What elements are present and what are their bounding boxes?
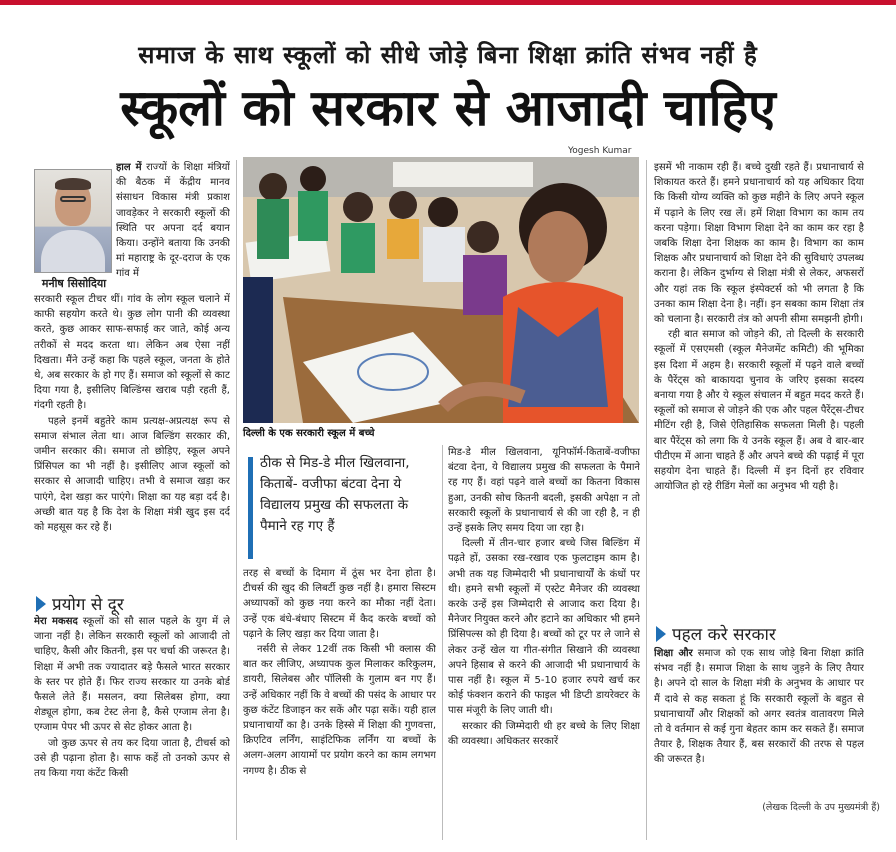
top-border xyxy=(0,0,896,5)
paragraph: राज्यों के शिक्षा मंत्रियों की बैठक में केंद्रीय मानव संसाधन विकास मंत्री प्रकाश जावड़ेकर ने सरकारी स्कूलों की स्थिति पर अपना दर्द बयान किया। उन्होंने बताया कि उनकी मां महाराष्ट्र के दूर-दराज के एक गांव में xyxy=(116,162,230,280)
column-1-bottom xyxy=(34,614,230,844)
paragraph: जो कुछ ऊपर से तय कर दिया जाता है, टीचर्स को उसे ही पढ़ाना होता है। साफ कहें तो उनको ऊपर से तय किया गया कंटेंट किसी xyxy=(34,737,230,780)
photo-caption: दिल्ली के एक सरकारी स्कूल में बच्चे xyxy=(243,428,375,439)
paragraph: पहले इनमें बहुतेरे काम प्रत्यक्ष-अप्रत्यक्ष रूप से समाज संभाल लेता था। आज बिल्डिंग सरकार की, जमीन सरकार की। समाज तो छोड़िए, स्कूल अपने प्रिंसिपल का भी नहीं है। इसीलिए आज स्कूलों को सरकार से आजादी चाहिए। तभी वे समाज खड़ा कर पाएंगे, देश खड़ा कर पाएंगे। शिक्षा का यह बड़ा दर्द है। अच्छी बात यह है कि देश के शिक्षा मंत्री खुद इस दर्द को महसूस कर रहे हैं। xyxy=(34,415,230,534)
paragraph: समाज को एक साथ जोड़े बिना शिक्षा क्रांति संभव नहीं है। समाज शिक्षा के साथ जुड़ने के लिए तैयार है। अपने दो साल के शिक्षा मंत्री के अनुभव के आधार पर मैं दावे से कह सकता हूं कि सरकारी स्कूलों के बहुत से प्रधानाचार्यों और शिक्षकों को अगर स्वतंत्र वातावरण मिले तो वे वर्तमान से कई गुना बेहतर काम कर सकते हैं। समाज तैयार है, शिक्षक तैयार हैं, बस सरकारों की तरफ से पहल की जरूरत है। xyxy=(654,648,864,766)
paragraph: तरह से बच्चों के दिमाग में ठूंस भर देना होता है। टीचर्स की खुद की लिबर्टी कुछ नहीं है। हमारा सिस्टम अध्यापकों को कुछ नया करने का मौका नहीं देता। उन्हें एक बंधे-बंधाए सिस्टम में कैद करके बच्चों को पढ़ाने के लिए खड़ा कर दिया जाता है। xyxy=(243,568,436,640)
column-1-intro xyxy=(116,160,230,292)
pull-quote-text: ठीक से मिड-डे मील खिलवाना, किताबें- वजीफा बंटवा देना ये विद्यालय प्रमुख की सफलता के पैमाने रह गए हैं xyxy=(260,455,410,534)
author-name: मनीष सिसोदिया xyxy=(41,277,107,290)
author-photo xyxy=(34,169,112,273)
main-headline: स्कूलों को सरकार से आजादी चाहिए xyxy=(120,79,776,137)
quote-bar xyxy=(248,457,253,559)
paragraph: सरकारी स्कूल टीचर थीं। गांव के लोग स्कूल चलाने में काफी सहयोग करते थे। कुछ लोग पानी की व्यवस्था करते, कुछ आकर साफ-सफाई कर जाते, कोई अन्य तरीकों से मदद करता था। लेकिन अब ऐसा नहीं दिखता। मैंने उन्हें कहा कि पहले स्कूल, जनता के होते थे, अब सरकार के हो गए हैं। समाज को स्कूलों से काट दिया गया है, इसीलिए बिल्डिंग्स खराब पड़ी रहती हैं, गंदगी रहती है। xyxy=(34,294,230,412)
subhead-experiment xyxy=(36,592,124,615)
paragraph: रही बात समाज को जोड़ने की, तो दिल्ली के सरकारी स्कूलों में एसएमसी (स्कूल मैनेजमेंट कमिटी) की भूमिका इस दिशा में अहम है। सरकारी स्कूलों में पढ़ने वाले बच्चों के पैरेंट्स को बाकायदा चुनाव के जरिए इसका सदस्य बनाया गया है और ये स्कूल संचालन में बहुत मदद करते हैं। स्कूलों को समाज से जोड़ने की एक और पहल पैरेंट्स-टीचर मीटिंग रही है, जिसे ऐतिहासिक सफलता मिली है। पहली बार पैरेंट्स को लगा कि ये उनके स्कूल हैं। अब वे बार-बार पीटीएम में आना चाहते हैं और अपने बच्चे की पढ़ाई में पूरा सहयोग देना चाहते हैं। दिल्ली में इन दिनों हर रविवार आयोजित हो रहे रीडिंग मेलों का अनुभव भी यही है। xyxy=(654,329,864,493)
subhead-text: पहल करे सरकार xyxy=(672,625,776,645)
lead-word: शिक्षा और xyxy=(654,648,693,659)
classroom-photo-illustration xyxy=(243,157,639,423)
column-3 xyxy=(448,445,640,843)
subhead-government-initiative xyxy=(656,622,776,645)
pull-quote xyxy=(248,453,436,563)
column-divider xyxy=(236,160,237,840)
triangle-bullet-icon xyxy=(656,626,666,642)
column-4-bottom xyxy=(654,646,864,798)
paragraph: स्कूलों को सौ साल पहले के युग में ले जाना नहीं है। लेकिन सरकारी स्कूलों को आजादी तो चाहिए, कैसी और कितनी, इस पर चर्चा की जरूरत है। शिक्षा में अभी तक ज्यादातर बड़े फैसले भारत सरकार के स्तर पर होते हैं। फिर राज्य सरकार या उनके बोर्ड फैसले लेते हैं। मसलन, क्या सिलेबस होगा, क्या शेड्यूल होगा, कब टेस्ट लेना है, कैसे एग्जाम लेना है। एग्जाम पेपर भी ऊपर से सेट होकर आता है। xyxy=(34,616,230,734)
column-1-body xyxy=(34,292,230,588)
author-footnote: (लेखक दिल्ली के उप मुख्यमंत्री हैं) xyxy=(762,802,880,813)
paragraph: नर्सरी से लेकर 12वीं तक किसी भी क्लास की बात कर लीजिए, अध्यापक कुल मिलाकर करिकुलम, डायरी, सिलेबस और पॉलिसी के गुलाम बन गए हैं। उन्हें अधिकार नहीं कि वे बच्चों की पसंद के आधार पर कुछ कंटेंट डिजाइन कर सकें और पढ़ा सकें। यही हाल प्रधानाचार्यों का है। उनके हिस्से में शिक्षा की गुणवत्ता, क्रिएटिव लर्निंग, साइंटिफिक लर्निंग या बच्चों के अलग-अलग आयामों पर प्रयोग करने का काम लगभग नगण्य है। ठीक से xyxy=(243,644,436,777)
column-2 xyxy=(243,566,436,844)
paragraph: सरकार की जिम्मेदारी थी हर बच्चे के लिए शिक्षा की व्यवस्था। अधिकतर सरकारें xyxy=(448,720,640,747)
paragraph: इसमें भी नाकाम रही हैं। बच्चे दुखी रहते हैं। प्रधानाचार्य से शिकायत करते हैं। हमने प्रधानाचार्य को यह अधिकार दिया कि किसी योग्य व्यक्ति को कुछ महीने के लिए अपने स्कूल में पढ़ाने के लिए रख लें। हमें शिक्षा विभाग का काम तय करना पड़ेगा। शिक्षा विभाग शिक्षा देने का काम कर रहा है जबकि शिक्षा देना शिक्षक का काम है। विभाग का काम शिक्षक और प्रधानाचार्य को शिक्षा देने की सुविधाएं उपलब्ध कराना है। लेकिन दुर्भाग्य से शिक्षा मंत्री से लेकर, अफसरों और यहां तक कि स्कूल इंस्पेक्टर्स को भी लगता है कि उनका काम शिक्षा देना है। नहीं। इन सबका काम शिक्षा तंत्र को चलाना है। सरकारी तंत्र को अपनी सीमा समझनी होगी। xyxy=(654,162,864,326)
subhead-text: प्रयोग से दूर xyxy=(52,595,124,615)
column-divider xyxy=(646,160,647,840)
column-4 xyxy=(654,160,864,612)
paragraph: दिल्ली में तीन-चार हजार बच्चे जिस बिल्डिंग में पढ़ते हों, उसका रख-रखाव एक फुलटाइम काम है। अभी तक यह जिम्मेदारी भी प्रधानाचार्यों के कंधों पर थी। हमने सभी स्कूलों में एस्टेट मैनेजर की व्यवस्था करके उन्हें इस जिम्मेदारी से आजाद करा दिया है। मैनेजर नियुक्त करने और हटाने का अधिकार भी हमने प्रिंसिपल्स को ही दिया है। बच्चों को टूर पर ले जाने से लेकर उन्हें खेल या गीत-संगीत सिखाने की व्यवस्था अपने हिसाब से करने की आजादी भी प्रधानाचार्य के पास नहीं है। स्कूल में 5-10 हजार रुपये खर्च कर कोई फंक्शन कराने की फाइल भी डिप्टी डायरेक्टर के पास मंजूरी के लिए जाती थी। xyxy=(448,538,640,717)
news-photo xyxy=(243,157,639,423)
triangle-bullet-icon xyxy=(36,596,46,612)
lead-word: मेरा मकसद xyxy=(34,616,78,627)
kicker-headline: समाज के साथ स्कूलों को सीधे जोड़े बिना शिक्षा क्रांति संभव नहीं है xyxy=(138,41,758,69)
column-divider xyxy=(442,445,443,840)
photo-credit: Yogesh Kumar xyxy=(568,146,632,156)
lead-word: हाल में xyxy=(116,162,142,173)
paragraph: मिड-डे मील खिलवाना, यूनिफॉर्म-किताबें-वजीफा बंटवा देना, ये विद्यालय प्रमुख की सफलता के पैमाने रह गए हैं। वहां पढ़ने वाले बच्चों का कितना विकास हुआ, उनकी सोच कितनी बदली, इसकी अपेक्षा न तो सरकारी स्कूलों के प्रधानाचार्य से की जा रही है, न ही उन्हें इसके लिए समय दिया जा रहा है। xyxy=(448,447,640,535)
